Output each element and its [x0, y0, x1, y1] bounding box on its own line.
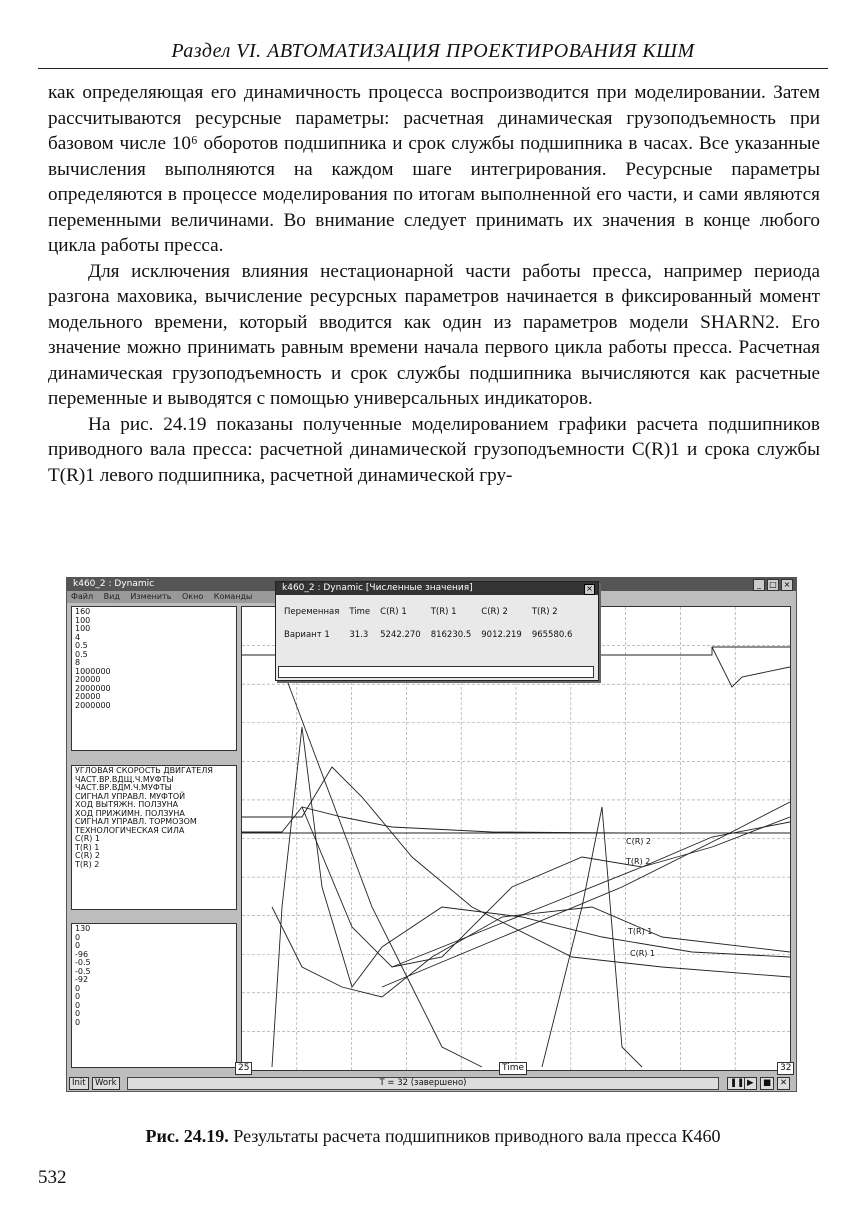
variable-name: ХОД ВЫТЯЖН. ПОЛЗУНА — [75, 800, 179, 809]
caption-label: Рис. 24.19. — [145, 1126, 229, 1146]
figure-screenshot — [66, 577, 797, 1092]
stop-button[interactable]: ■ — [760, 1077, 774, 1090]
table-header-row — [280, 604, 578, 627]
header-cell: T(R) 2 — [531, 607, 558, 617]
popup-close-icon[interactable]: × — [584, 584, 595, 595]
x-axis-label: Time — [499, 1062, 527, 1075]
scale-value: 0 — [75, 992, 81, 1001]
body-text — [48, 80, 820, 488]
variable-name: СИГНАЛ УПРАВЛ. МУФТОЙ — [75, 791, 186, 801]
window-controls — [753, 579, 793, 591]
popup-titlebar: k460_2 : Dynamic [Численные значения] — [276, 582, 598, 595]
close-run-button[interactable]: ✕ — [777, 1077, 790, 1090]
statusbar — [67, 1075, 796, 1091]
paragraph-1: как определяющая его динамичность процесса воспроизводится при моделировании. Затем рассчитываются ресурсные параметры: расчетная динамическая грузоподъемность при базовом числе 10⁶ оборотов подшипника и срок службы подшипника в часах. Все указанные вычисления выполняются на каждом шаге интегрирования. Ресурсные параметры определяются в процессе моделирования по итогам выполненной его части, и сами являются переменными величинами. Во внимание следует принимать их значения в конце любого цикла работы пресса. — [48, 82, 820, 256]
scale-value: 0 — [75, 983, 81, 993]
table-cell: 9012.219 — [481, 630, 522, 640]
x-start-label: 25 — [235, 1062, 252, 1075]
scale-bottom-panel — [71, 923, 237, 1068]
scale-value: 160 — [75, 607, 91, 616]
variables-panel — [71, 765, 237, 910]
close-icon[interactable]: × — [781, 579, 793, 591]
menu-commands[interactable]: Команды — [213, 592, 253, 601]
menu-view[interactable]: Вид — [103, 592, 120, 601]
variable-name: ЧАСТ.ВР.ВДМ.Ч.МУФТЫ — [75, 783, 172, 792]
variable-name: C(R) 1 — [75, 834, 101, 843]
plot-curve — [282, 667, 482, 1067]
running-header: Раздел VI. АВТОМАТИЗАЦИЯ ПРОЕКТИРОВАНИЯ КШМ — [171, 40, 695, 62]
header-rule — [38, 68, 828, 69]
values-table — [280, 604, 578, 650]
page-number: 532 — [38, 1167, 67, 1188]
table-cell: Вариант 1 — [284, 630, 330, 640]
plot-curve — [712, 647, 790, 687]
variable-name: ЧАСТ.ВР.ВДЩ.Ч.МУФТЫ — [75, 774, 174, 784]
scale-value: 2000000 — [75, 683, 111, 693]
plot-curve — [542, 807, 642, 1067]
header-cell: C(R) 2 — [481, 607, 508, 617]
scale-value: 1000000 — [75, 666, 111, 676]
scale-value: 0 — [75, 1000, 81, 1010]
window-title: k460_2 : Dynamic — [73, 579, 155, 589]
menubar — [67, 591, 287, 603]
scale-value: 0.5 — [75, 641, 88, 650]
table-cell: 965580.6 — [531, 630, 573, 640]
paragraph-2: Для исключения влияния нестационарной части работы пресса, например периода разгона маховика, вычисление ресурсных параметров начинается в фиксированный момент модельного времени, который вводится как один из параметров модели SHARN2. Его значение можно принимать равным времени начала первого цикла работы пресса. Расчетная динамическая грузоподъемность и срок службы подшипника вычисляются как расчетные переменные и выводятся с помощью универсальных индикаторов. — [48, 260, 820, 409]
minimize-icon[interactable]: _ — [753, 579, 765, 591]
table-cell: 5242.270 — [380, 630, 421, 640]
curve-label-tr2: T(R) 2 — [626, 857, 651, 866]
scale-value: 100 — [75, 624, 91, 633]
caption-text: Результаты расчета подшипников приводного вала пресса К460 — [228, 1126, 721, 1146]
scale-value: -0.5 — [75, 966, 91, 976]
curve-label-cr2: C(R) 2 — [626, 837, 652, 846]
maximize-icon[interactable]: □ — [767, 579, 779, 591]
plot-curve — [392, 817, 790, 967]
scale-value: 0.5 — [75, 649, 88, 659]
variable-name: T(R) 2 — [75, 859, 100, 869]
pause-button[interactable]: ❚❚ — [727, 1077, 747, 1090]
init-button[interactable]: Init — [69, 1077, 89, 1090]
header-cell: C(R) 1 — [380, 607, 407, 617]
paragraph-3: На рис. 24.19 показаны полученные моделированием графики расчета подшипников приводного вала пресса: расчетной динамической грузоподъемности C(R)1 и срока службы T(R)1 левого подшипника, расчетной динамической гру- — [48, 413, 820, 486]
variable-name: ТЕХНОЛОГИЧЕСКАЯ СИЛА — [75, 825, 185, 835]
scale-value: -92 — [75, 975, 89, 984]
scale-top-panel — [71, 606, 237, 751]
scale-value: 20000 — [75, 675, 101, 684]
play-button[interactable]: ▶ — [744, 1077, 757, 1090]
variable-name: C(R) 2 — [75, 851, 101, 860]
variable-name: ХОД ПРИЖИМН. ПОЛЗУНА — [75, 808, 185, 818]
scale-value: -96 — [75, 949, 89, 959]
table-row — [280, 627, 578, 650]
scale-value: 2000000 — [75, 700, 111, 710]
curve-label-tr1: T(R) 1 — [628, 927, 653, 936]
plot-curve — [272, 727, 790, 1067]
variable-name: СИГНАЛ УПРАВЛ. ТОРМОЗОМ — [75, 817, 197, 826]
scale-value: 0 — [75, 1017, 81, 1027]
scale-value: 0 — [75, 941, 81, 950]
x-end-label: 32 — [777, 1062, 794, 1075]
table-cell: 31.3 — [349, 630, 369, 640]
header-cell: Переменная — [284, 607, 340, 617]
scale-value: 0 — [75, 1009, 81, 1018]
menu-file[interactable]: Файл — [71, 592, 94, 601]
table-cell: 816230.5 — [430, 630, 472, 640]
header-cell: T(R) 1 — [430, 607, 457, 617]
variable-name: T(R) 1 — [75, 842, 100, 852]
header-cell: Time — [349, 607, 371, 617]
menu-window[interactable]: Окно — [181, 592, 204, 601]
scale-value: 0 — [75, 932, 81, 942]
status-field: T = 32 (завершено) — [127, 1077, 719, 1090]
menu-edit[interactable]: Изменить — [130, 592, 172, 601]
scale-value: 8 — [75, 658, 81, 667]
scale-value: 100 — [75, 615, 91, 625]
values-popup — [275, 581, 599, 681]
figure-caption — [0, 1126, 866, 1147]
scale-value: 4 — [75, 632, 81, 642]
popup-scrollbar[interactable] — [278, 666, 594, 678]
scale-value: 20000 — [75, 692, 101, 701]
curve-label-cr1: C(R) 1 — [630, 949, 656, 958]
scale-value: 130 — [75, 924, 91, 933]
scale-value: -0.5 — [75, 958, 91, 967]
variable-name: УГЛОВАЯ СКОРОСТЬ ДВИГАТЕЛЯ — [75, 766, 213, 775]
work-button[interactable]: Work — [92, 1077, 120, 1090]
